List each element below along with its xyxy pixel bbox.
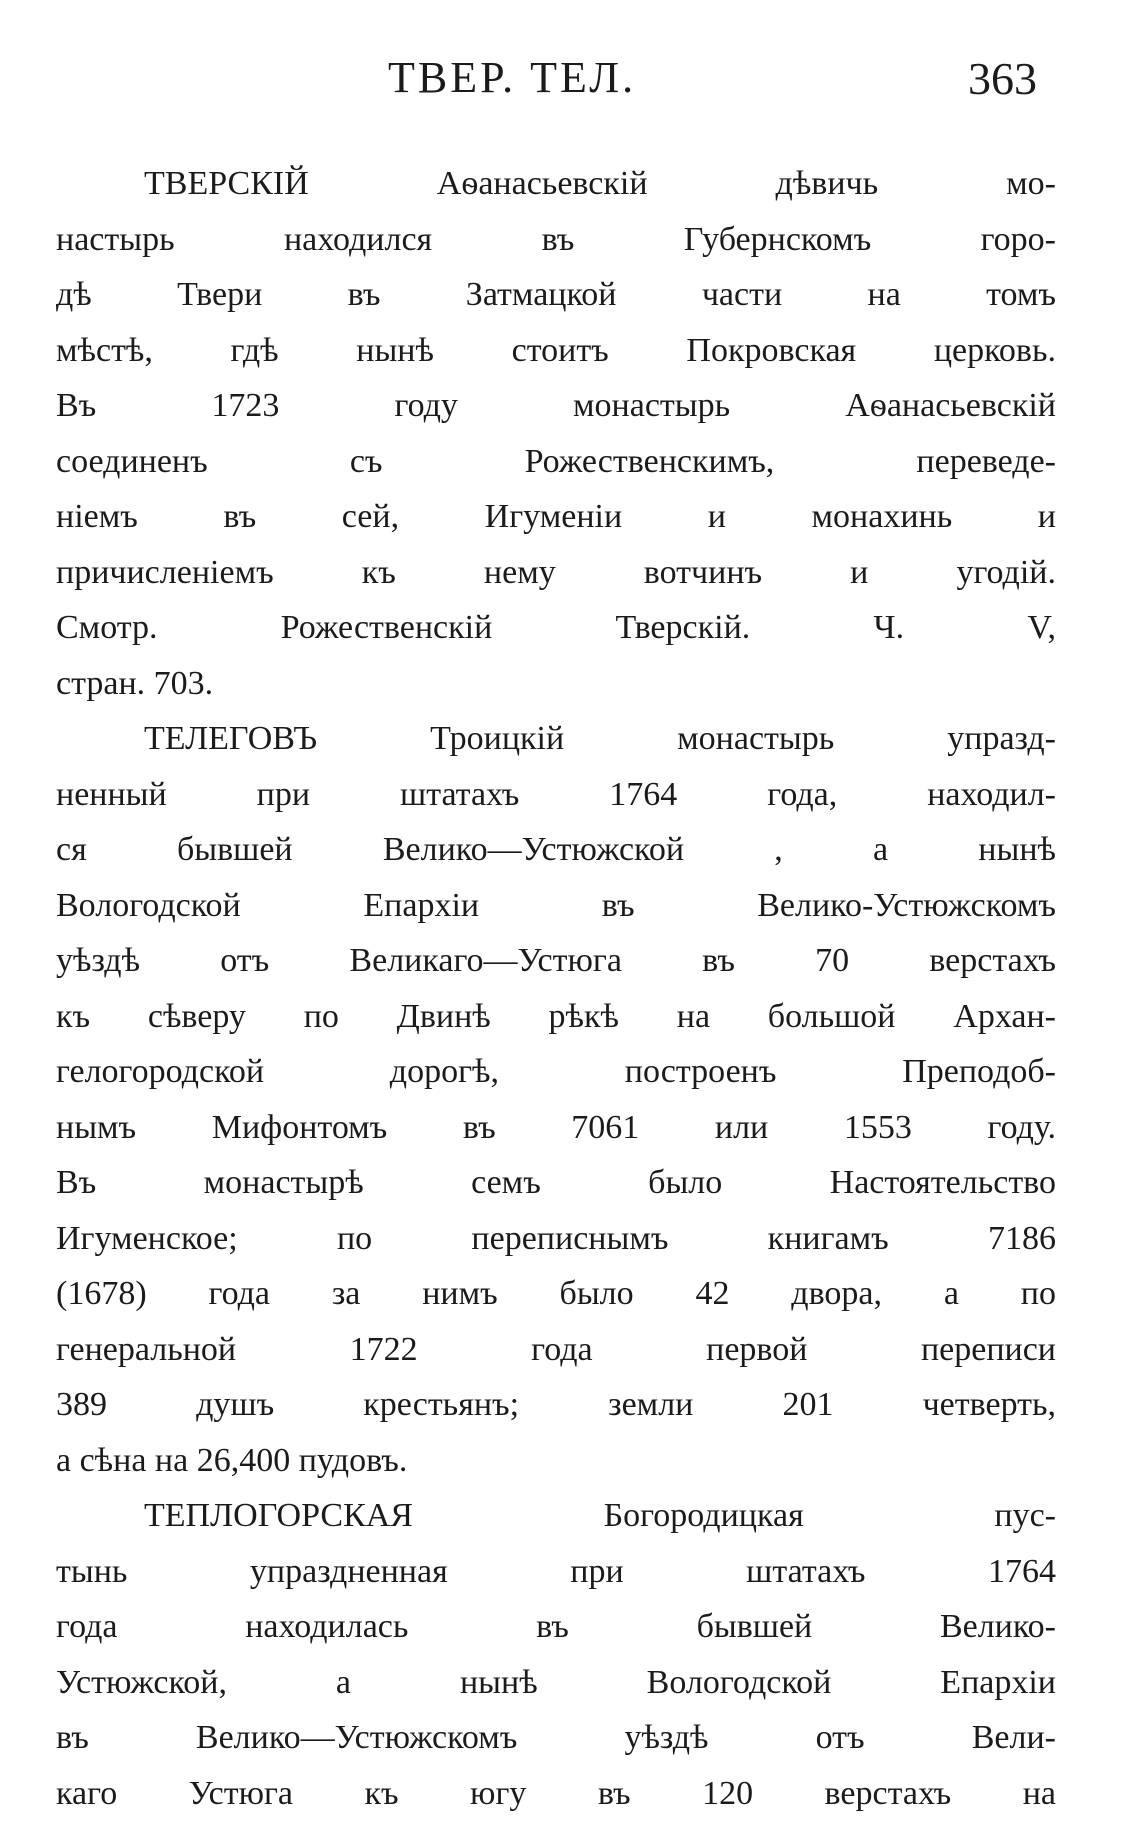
- text-line: ненный при штатахъ 1764 года, находил-: [56, 775, 1056, 813]
- text-line: настырь находился въ Губернскомъ горо-: [56, 220, 1056, 258]
- text-line: года находилась въ бывшей Велико-: [56, 1608, 1056, 1645]
- text-line: мѣстѣ, гдѣ нынѣ стоитъ Покровская церковь.: [56, 331, 1056, 369]
- text-line: а сѣна на 26,400 пудовъ.: [56, 1441, 408, 1479]
- text-line: нымъ Мифонтомъ въ 7061 или 1553 году.: [56, 1108, 1056, 1146]
- text-line: каго Устюга къ югу въ 120 верстахъ на: [56, 1774, 1056, 1812]
- text-line: Въ монастырѣ семъ было Настоятельство: [56, 1164, 1056, 1201]
- text-line: ТЕЛЕГОВЪ Троицкій монастырь упразд-: [144, 720, 1056, 757]
- text-line: ТЕПЛОГОРСКАЯ Богородицкая пус-: [144, 1497, 1056, 1534]
- text-line: гелогородской дорогѣ, построенъ Преподоб-: [56, 1053, 1056, 1090]
- running-head-title: ТВЕР. ТЕЛ.: [388, 53, 637, 102]
- text-line: Устюжской, а нынѣ Вологодской Епархіи: [56, 1663, 1056, 1701]
- text-line: причисленіемъ къ нему вотчинъ и угодій.: [56, 553, 1056, 591]
- text-line: 389 душъ крестьянъ; земли 201 четверть,: [56, 1386, 1056, 1423]
- text-line: Игуменское; по переписнымъ книгамъ 7186: [56, 1219, 1056, 1257]
- text-line: генеральной 1722 года первой переписи: [56, 1330, 1056, 1368]
- body-text: [56, 156, 1056, 1821]
- text-line: къ сѣверу по Двинѣ рѣкѣ на большой Архан-: [56, 997, 1056, 1035]
- text-line: ніемъ въ сей, Игуменіи и монахинь и: [56, 498, 1056, 535]
- text-line: ся бывшей Велико—Устюжской , а нынѣ: [56, 831, 1056, 868]
- entry-teplogorskaya: [56, 1488, 1056, 1821]
- page-number: 363: [968, 53, 1037, 104]
- entry-tverskiy: [56, 156, 1056, 711]
- text-line: ТВЕРСКІЙ Аѳанасьевскій дѣвичь мо-: [144, 165, 1056, 202]
- text-line: соединенъ съ Рожественскимъ, переведе-: [56, 442, 1056, 480]
- running-head: [0, 52, 1140, 112]
- text-line: дѣ Твери въ Затмацкой части на томъ: [56, 276, 1056, 313]
- text-line: въ Велико—Устюжскомъ уѣздѣ отъ Вели-: [56, 1719, 1056, 1756]
- text-line: Смотр. Рожественскій Тверскій. Ч. V,: [56, 609, 1056, 646]
- text-line: уѣздѣ отъ Великаго—Устюга въ 70 верстахъ: [56, 942, 1056, 979]
- text-line: стран. 703.: [56, 664, 214, 702]
- text-line: тынь упраздненная при штатахъ 1764: [56, 1552, 1056, 1590]
- text-line: Въ 1723 году монастырь Аѳанасьевскій: [56, 387, 1056, 424]
- text-line: (1678) года за нимъ было 42 двора, а по: [56, 1275, 1056, 1312]
- text-line: Вологодской Епархіи въ Велико-Устюжскомъ: [56, 886, 1056, 924]
- entry-telegov: [56, 711, 1056, 1488]
